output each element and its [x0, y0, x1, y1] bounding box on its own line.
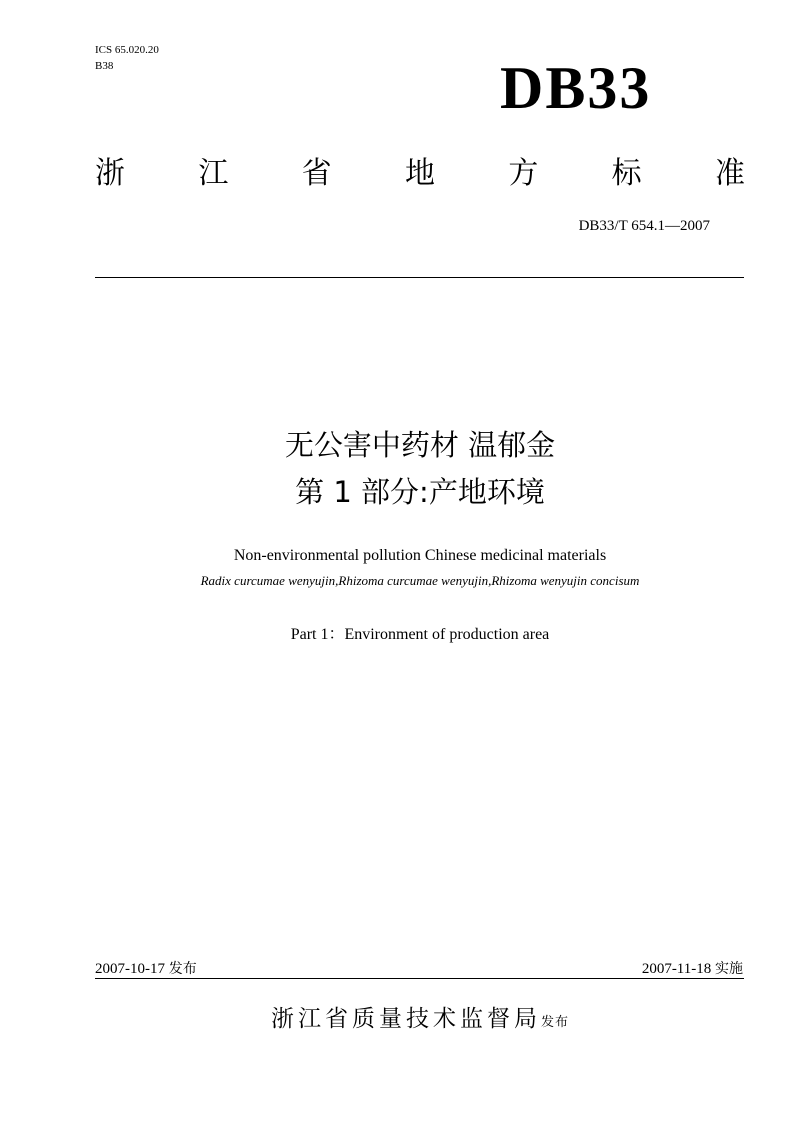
issuer-name: 浙江省质量技术监督局	[270, 1006, 541, 1032]
standard-type-char: 省	[301, 156, 332, 191]
standard-prefix: DB33	[500, 55, 652, 121]
cn-title-line-2: 第 1 部分:产地环境	[295, 475, 545, 509]
issuer-line	[95, 1000, 745, 1033]
standard-type-char: 标	[611, 156, 642, 191]
implement-label: 实施	[715, 961, 743, 977]
standard-type-char: 浙	[95, 156, 125, 191]
standard-type-char: 准	[714, 156, 745, 191]
ccs-code: B38	[95, 60, 114, 72]
cn-title-line-1: 无公害中药材 温郁金	[284, 428, 556, 462]
standard-type-char: 地	[404, 156, 435, 191]
en-title-line-3: Part 1：Environment of production area	[290, 626, 550, 643]
classification-codes	[95, 42, 159, 74]
implement-date-block	[500, 958, 743, 978]
standard-number: DB33/T 654.1—2007	[578, 218, 710, 234]
issue-date-block	[95, 958, 197, 978]
implement-date: 2007-11-18	[641, 961, 712, 977]
en-title-line-2: Radix curcumae wenyujin,Rhizoma curcumae wenyujin,Rhizoma wenyujin concisum	[200, 573, 640, 588]
issuer-suffix: 发布	[540, 1015, 569, 1030]
en-title-line-1: Non-environmental pollution Chinese medicinal materials	[233, 547, 607, 564]
footer-divider	[95, 978, 744, 979]
issue-label: 发布	[168, 961, 197, 977]
ics-code: ICS 65.020.20	[95, 44, 159, 56]
header-divider	[95, 277, 744, 278]
standard-type-heading	[95, 148, 745, 192]
standard-type-char: 江	[198, 156, 229, 191]
issue-date: 2007-10-17	[95, 961, 165, 977]
standard-type-char: 方	[508, 156, 539, 191]
